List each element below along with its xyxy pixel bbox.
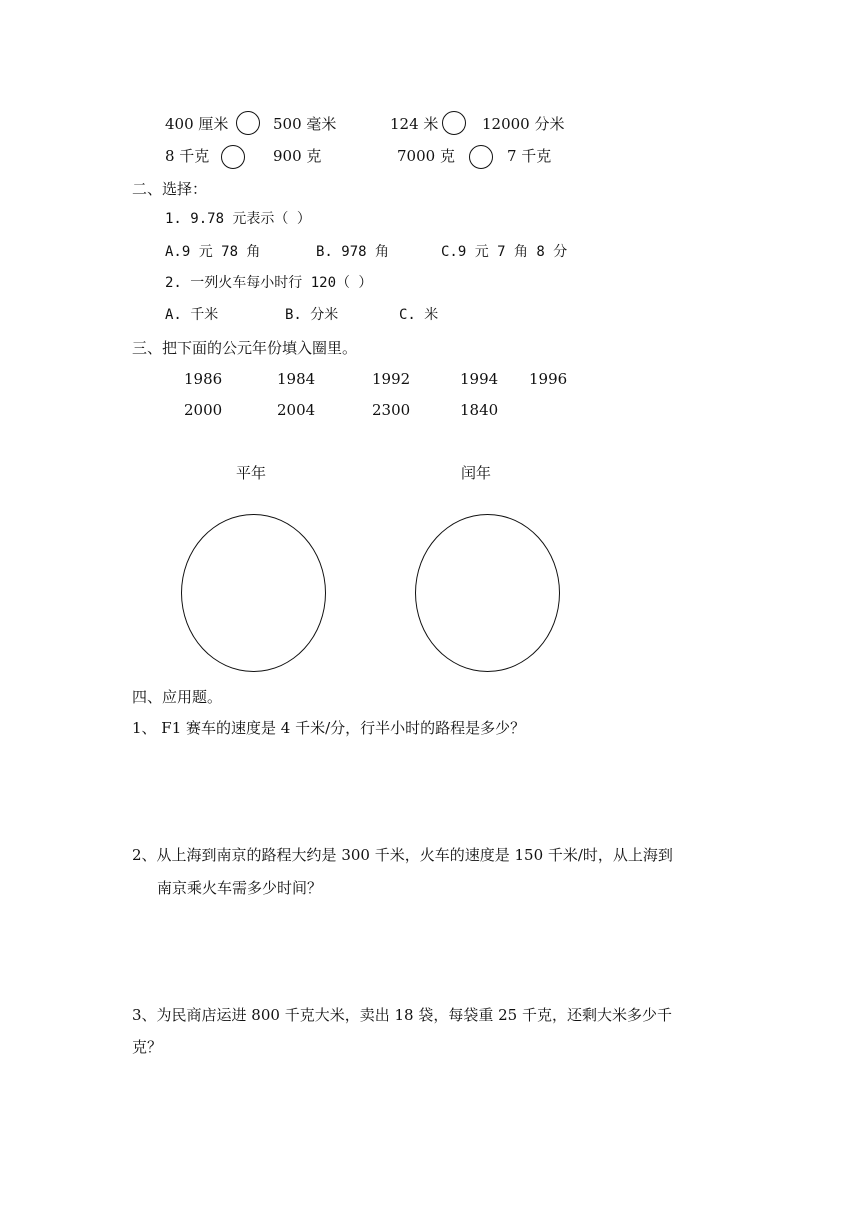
common-year-circle[interactable] bbox=[181, 514, 326, 672]
choice-q1-option-c[interactable]: C.9 元 7 角 8 分 bbox=[441, 244, 568, 260]
compare-r1-a-left: 400 厘米 bbox=[165, 115, 229, 133]
common-year-label: 平年 bbox=[236, 464, 267, 482]
choice-q1-text: 1. 9.78 元表示（ ） bbox=[165, 211, 311, 227]
compare-r1-a-right: 500 毫米 bbox=[273, 115, 337, 133]
compare-blank-circle[interactable] bbox=[221, 145, 245, 169]
year-item: 1996 bbox=[529, 370, 568, 388]
section-heading-years: 三、把下面的公元年份填入圈里。 bbox=[132, 339, 358, 357]
year-item: 2300 bbox=[372, 401, 411, 419]
compare-r2-b-right: 7 千克 bbox=[507, 147, 552, 165]
compare-r2-a-right: 900 克 bbox=[273, 147, 322, 165]
problem-2-line1: 2、从上海到南京的路程大约是 300 千米，火车的速度是 150 千米/时，从上海到 bbox=[132, 846, 673, 864]
compare-blank-circle[interactable] bbox=[236, 111, 260, 135]
leap-year-label: 闰年 bbox=[461, 464, 492, 482]
section-heading-applied: 四、应用题。 bbox=[132, 688, 223, 706]
year-item: 2004 bbox=[277, 401, 316, 419]
compare-r1-b-right: 12000 分米 bbox=[482, 115, 565, 133]
compare-r2-a-left: 8 千克 bbox=[165, 147, 210, 165]
year-item: 1992 bbox=[372, 370, 411, 388]
compare-blank-circle[interactable] bbox=[442, 111, 466, 135]
year-item: 1994 bbox=[460, 370, 499, 388]
year-item: 1984 bbox=[277, 370, 316, 388]
leap-year-circle[interactable] bbox=[415, 514, 560, 672]
choice-q2-option-b[interactable]: B. 分米 bbox=[285, 307, 339, 323]
problem-3-line1: 3、为民商店运进 800 千克大米，卖出 18 袋，每袋重 25 千克，还剩大米多少千 bbox=[132, 1006, 672, 1024]
choice-q2-option-c[interactable]: C. 米 bbox=[399, 307, 439, 323]
section-heading-choice: 二、选择： bbox=[132, 180, 208, 198]
year-item: 2000 bbox=[184, 401, 223, 419]
year-item: 1986 bbox=[184, 370, 223, 388]
problem-3-line2: 克？ bbox=[132, 1038, 163, 1056]
compare-r2-b-left: 7000 克 bbox=[397, 147, 455, 165]
problem-1: 1、 F1 赛车的速度是 4 千米/分，行半小时的路程是多少？ bbox=[132, 719, 526, 737]
compare-r1-b-left: 124 米 bbox=[390, 115, 439, 133]
choice-q2-text: 2. 一列火车每小时行 120（ ） bbox=[165, 275, 373, 291]
choice-q2-option-a[interactable]: A. 千米 bbox=[165, 307, 219, 323]
problem-2-line2: 南京乘火车需多少时间？ bbox=[157, 879, 323, 897]
compare-blank-circle[interactable] bbox=[469, 145, 493, 169]
choice-q1-option-a[interactable]: A.9 元 78 角 bbox=[165, 244, 261, 260]
choice-q1-option-b[interactable]: B. 978 角 bbox=[316, 244, 390, 260]
year-item: 1840 bbox=[460, 401, 499, 419]
